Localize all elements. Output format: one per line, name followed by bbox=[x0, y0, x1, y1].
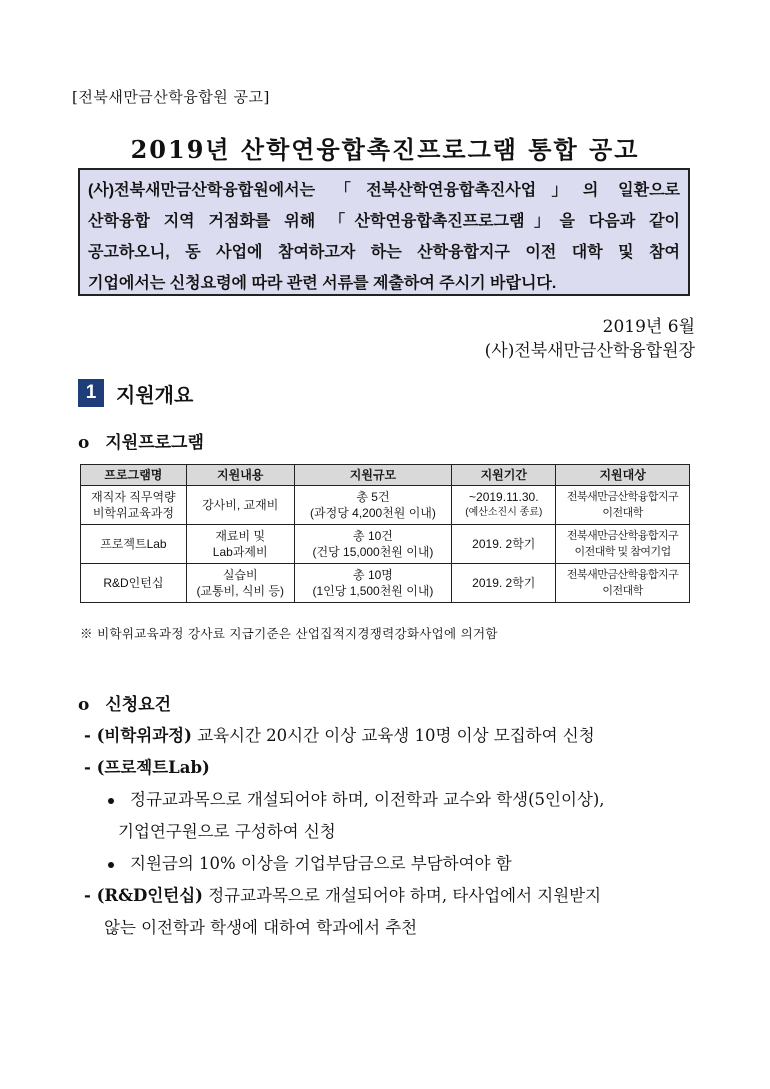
requirements-heading bbox=[78, 690, 171, 715]
notice-line: 공고하오니, 동 사업에 참여하고자 하는 산학융합지구 이전 대학 및 참여 bbox=[88, 244, 680, 261]
section-number: 1 bbox=[78, 379, 104, 407]
table-cell: 전북새만금산학융합지구 이전대학 및 참여기업 bbox=[556, 525, 690, 564]
table-cell: 재직자 직무역량 비학위교육과정 bbox=[81, 486, 187, 525]
requirement-continuation: 않는 이전학과 학생에 대하여 학과에서 추천 bbox=[104, 918, 418, 937]
requirement-label: - (비학위과정) bbox=[84, 726, 192, 745]
announcement-date: 2019년 6월 bbox=[602, 317, 695, 337]
requirement-label: - (R&D인턴십) bbox=[84, 886, 203, 905]
circle-bullet-icon: o bbox=[78, 695, 90, 715]
table-header: 프로그램명 bbox=[81, 465, 187, 486]
table-header: 지원대상 bbox=[556, 465, 690, 486]
program-heading bbox=[78, 428, 204, 453]
requirement-continuation: 기업연구원으로 구성하여 신청 bbox=[118, 822, 336, 841]
table-header: 지원기간 bbox=[452, 465, 556, 486]
table-header-row bbox=[81, 465, 690, 486]
table-cell: 강사비, 교재비 bbox=[186, 486, 294, 525]
issuer-name: (사)전북새만금산학융합원장 bbox=[484, 341, 695, 361]
requirement-text: 정규교과목으로 개설되어야 하며, 타사업에서 지원받지 bbox=[202, 886, 602, 905]
requirement-item bbox=[84, 882, 601, 906]
requirement-subitem bbox=[108, 850, 512, 874]
notice-box bbox=[78, 168, 690, 296]
program-table bbox=[80, 464, 690, 603]
table-row bbox=[81, 564, 690, 603]
notice-line: (사)전북새만금산학융합원에서는 「전북산학연융합촉진사업」의 일환으로 bbox=[88, 182, 680, 199]
bullet-dot-icon bbox=[108, 798, 114, 804]
circle-bullet-icon: o bbox=[78, 433, 90, 453]
announcement-tag: [전북새만금산학융합원 공고] bbox=[72, 88, 270, 106]
table-header: 지원규모 bbox=[294, 465, 452, 486]
table-cell: 전북새만금산학융합지구 이전대학 bbox=[556, 486, 690, 525]
section-title: 지원개요 bbox=[116, 384, 194, 407]
requirement-text: 지원금의 10% 이상을 기업부담금으로 부담하여야 함 bbox=[130, 854, 512, 873]
page-title: 2019년 산학연융합촉진프로그램 통합 공고 bbox=[130, 135, 640, 164]
requirement-item bbox=[84, 722, 595, 746]
program-heading-label: 지원프로그램 bbox=[105, 433, 204, 453]
requirement-label: - (프로젝트Lab) bbox=[84, 758, 210, 777]
table-header: 지원내용 bbox=[186, 465, 294, 486]
table-cell: 프로젝트Lab bbox=[81, 525, 187, 564]
table-cell: 2019. 2학기 bbox=[452, 564, 556, 603]
table-cell: 총 10명 (1인당 1,500천원 이내) bbox=[294, 564, 452, 603]
table-cell: 총 10건 (건당 15,000천원 이내) bbox=[294, 525, 452, 564]
requirement-subitem bbox=[108, 786, 605, 810]
requirement-item bbox=[84, 754, 210, 778]
table-cell: 2019. 2학기 bbox=[452, 525, 556, 564]
footnote: ※ 비학위교육과정 강사료 지급기준은 산업집적지경쟁력강화사업에 의거함 bbox=[80, 626, 498, 641]
section-heading bbox=[78, 378, 193, 408]
table-row bbox=[81, 525, 690, 564]
table-row bbox=[81, 486, 690, 525]
bullet-dot-icon bbox=[108, 862, 114, 868]
requirement-text: 교육시간 20시간 이상 교육생 10명 이상 모집하여 신청 bbox=[191, 726, 595, 745]
table-cell: 총 5건 (과정당 4,200천원 이내) bbox=[294, 486, 452, 525]
table-cell: ~2019.11.30. (예산소진시 종료) bbox=[452, 486, 556, 525]
table-cell: 실습비 (교통비, 식비 등) bbox=[186, 564, 294, 603]
notice-line: 산학융합 지역 거점화를 위해 「산학연융합촉진프로그램」을 다음과 같이 bbox=[88, 213, 680, 230]
notice-line: 기업에서는 신청요령에 따라 관련 서류를 제출하여 주시기 바랍니다. bbox=[88, 275, 557, 292]
table-cell: 재료비 및 Lab과제비 bbox=[186, 525, 294, 564]
requirements-heading-label: 신청요건 bbox=[105, 695, 172, 715]
table-cell: R&D인턴십 bbox=[81, 564, 187, 603]
table-cell: 전북새만금산학융합지구 이전대학 bbox=[556, 564, 690, 603]
requirement-text: 정규교과목으로 개설되어야 하며, 이전학과 교수와 학생(5인이상), bbox=[130, 790, 605, 809]
